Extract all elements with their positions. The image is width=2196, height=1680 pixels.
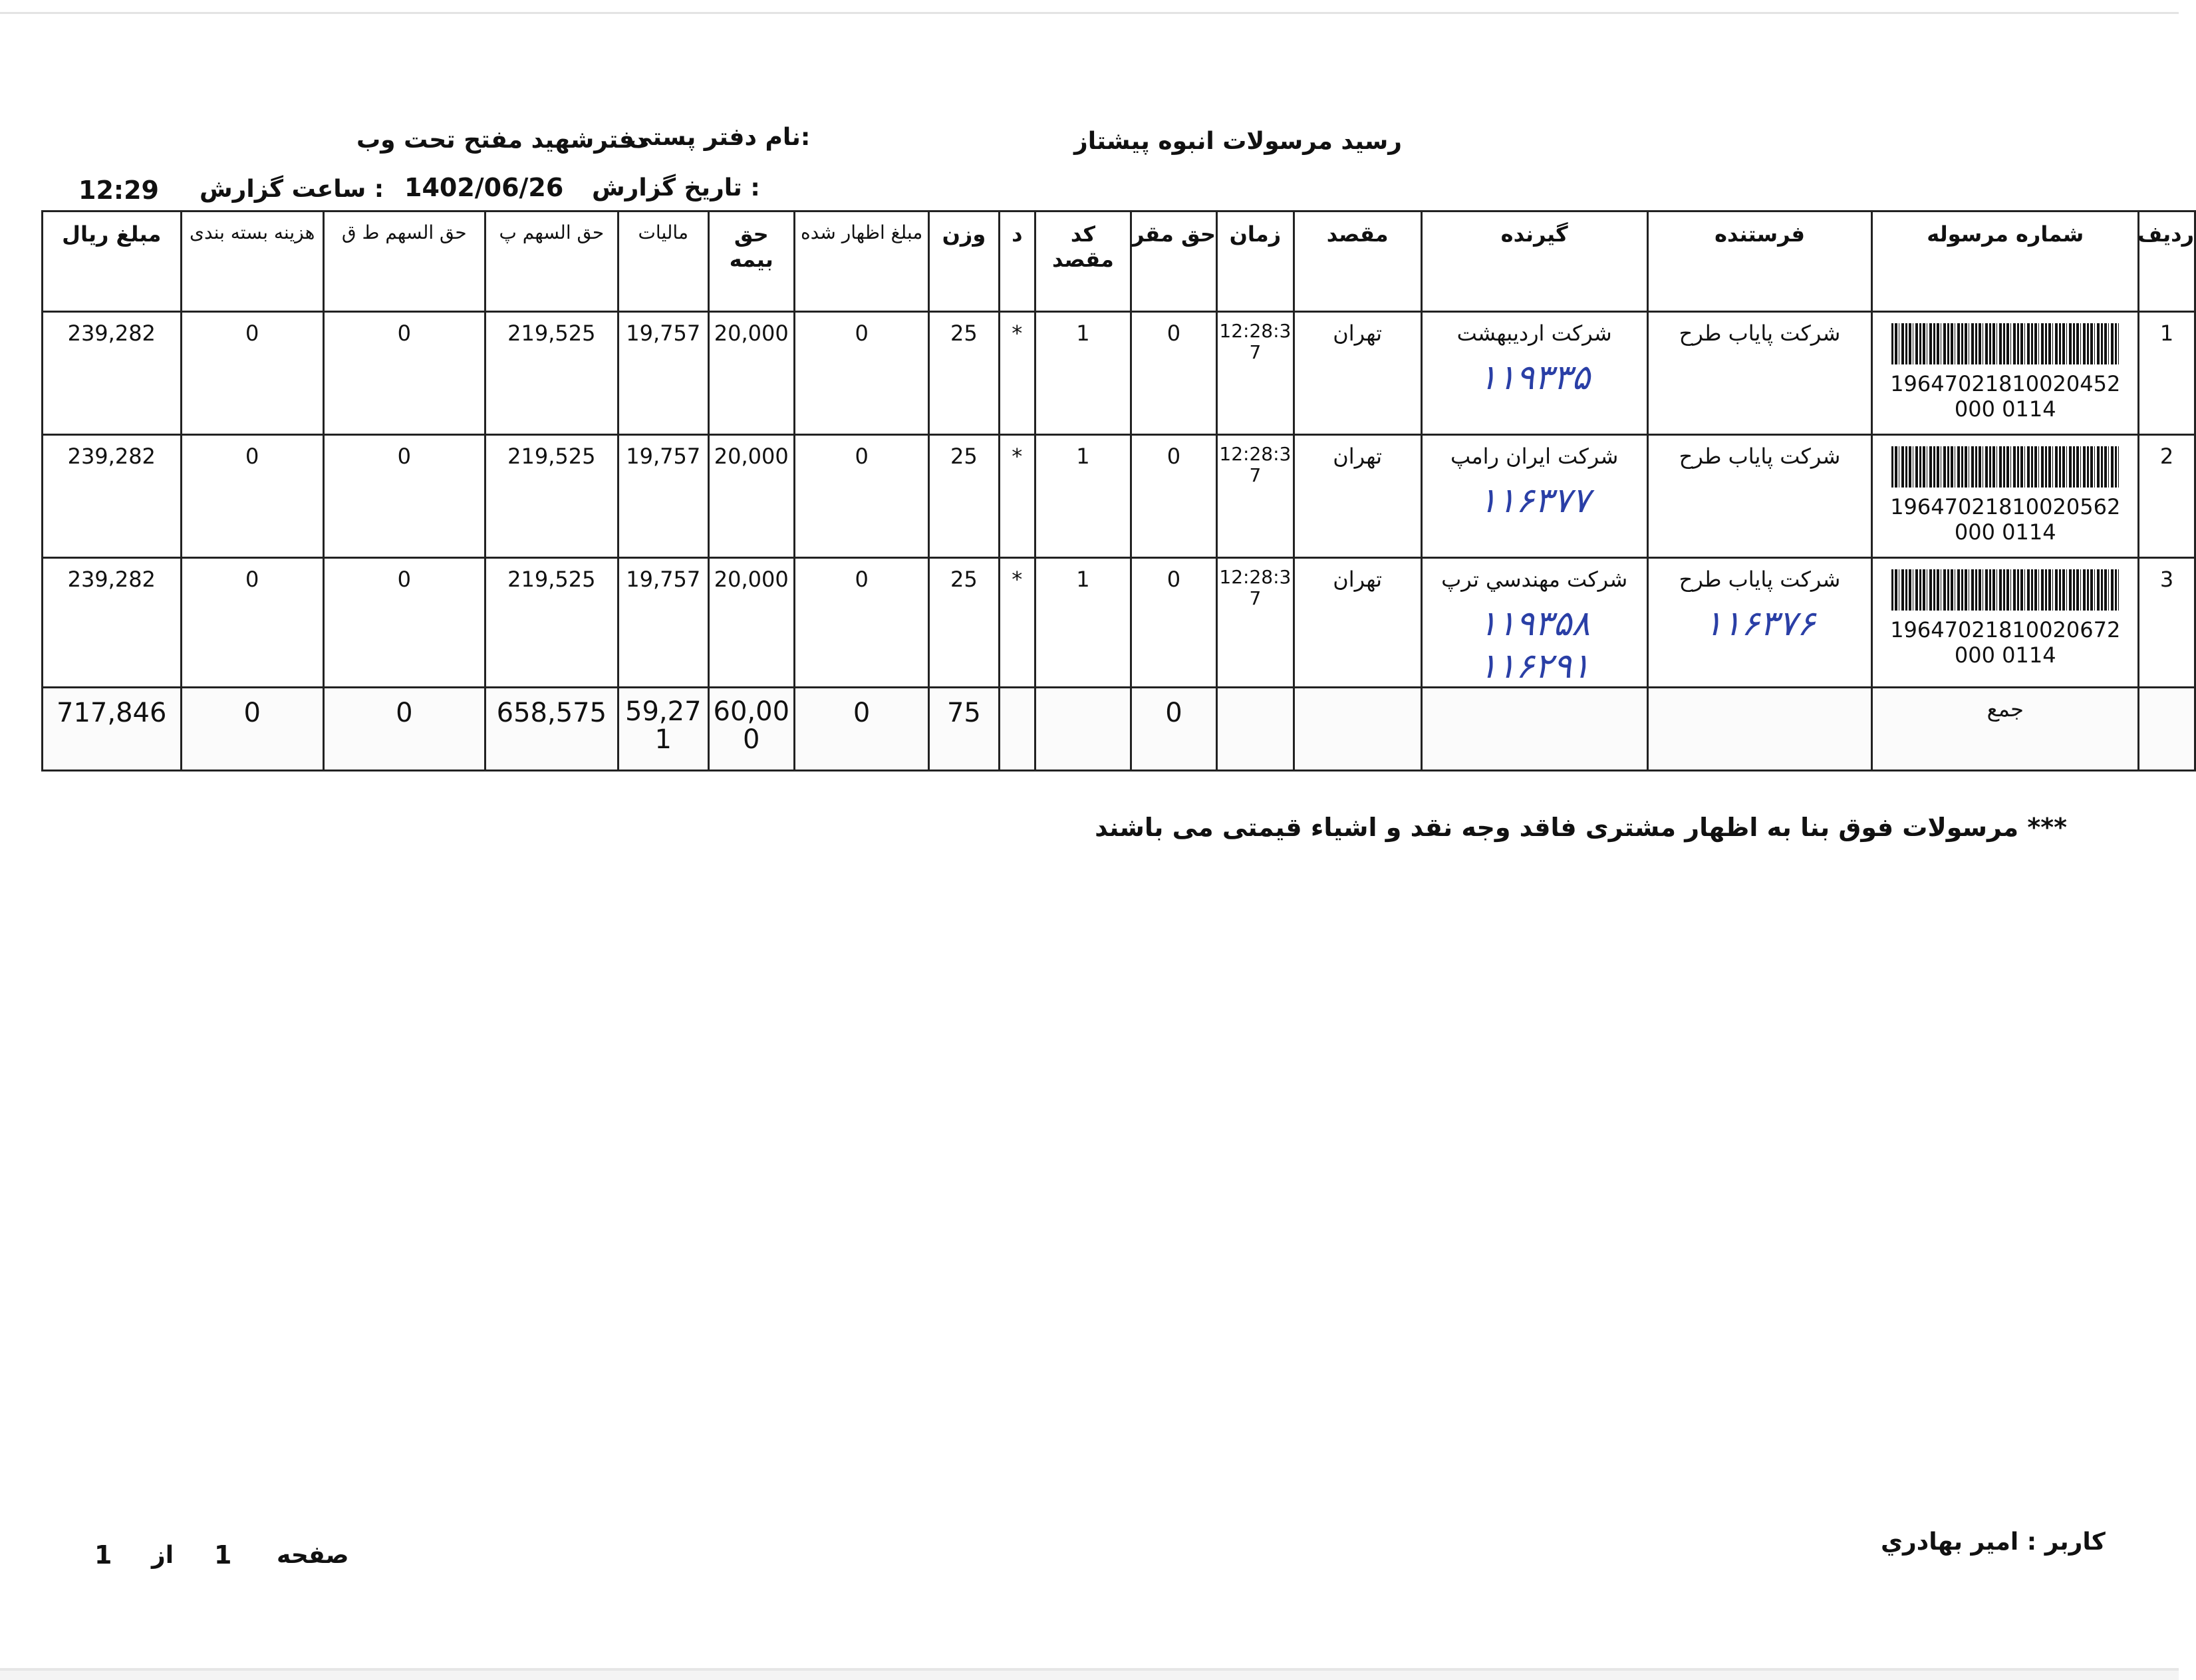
cell-sender [1647,558,1872,688]
cell-share-p: 219,525 [485,435,618,558]
report-title: رسید مرسولات انبوه پیشتاز [1074,128,1403,155]
cell-dest: تهران [1294,435,1421,558]
receiver-name: شرکت ایران رامپ [1450,444,1619,469]
cell-sender [1647,435,1872,558]
cell-tracking [1872,312,2139,435]
receiver-name: شرکت اردیبهشت [1456,321,1612,346]
tracking-number: 19647021810020562000 0114 [1890,494,2121,545]
cell-d: * [999,312,1035,435]
cell-time: 12:28:3 7 [1217,558,1294,688]
sender-name: شرکت پایاب طرح [1679,321,1841,346]
cell-weight: 25 [929,558,999,688]
cell-hagh-moghar: 0 [1131,558,1216,688]
cell-hagh-moghar: 0 [1131,312,1216,435]
col-sender: فرستنده [1647,211,1872,312]
cell-tax: 19,757 [618,312,708,435]
cell-sender [1647,312,1872,435]
cell-tax: 19,757 [618,435,708,558]
office-value: دفترشهید مفتح تحت وب [356,126,647,154]
col-d: د [999,211,1035,312]
cell-share-tq: 0 [323,312,485,435]
cell-dest: تهران [1294,558,1421,688]
page-current: 1 [214,1540,232,1570]
cell-tracking [1872,558,2139,688]
cell-dest-code: 1 [1035,435,1131,558]
page-label: صفحه [277,1542,349,1569]
cell-receiver [1421,558,1647,688]
receiver-handwritten: ۱۱۶۳۷۷ [1478,481,1590,521]
total-packing: 0 [181,688,323,771]
report-time-value: 12:29 [78,176,159,205]
cell-share-tq: 0 [323,435,485,558]
report-date-label: تاریخ گزارش : [592,174,760,202]
cell-dest-code: 1 [1035,312,1131,435]
cell-hagh-moghar: 0 [1131,435,1216,558]
sender-handwritten: ۱۱۶۳۷۶ [1704,604,1816,644]
receiver-handwritten: ۱۱۹۳۳۵ [1478,358,1590,398]
page-of-label: از [152,1542,174,1569]
col-dest: مقصد [1294,211,1421,312]
cell-declared: 0 [795,435,929,558]
barcode [1891,569,2119,611]
col-radif: ردیف [2139,211,2195,312]
col-weight: وزن [929,211,999,312]
sender-name: شرکت پایاب طرح [1679,567,1841,592]
cell-insurance: 20,000 [708,312,794,435]
user-label: کاربر : امیر بهادري [1881,1528,2106,1556]
col-hagh-moghar: حق مقر [1131,211,1216,312]
sender-name: شرکت پایاب طرح [1679,444,1841,469]
cell-share-tq: 0 [323,558,485,688]
col-amount: مبلغ ریال [43,211,182,312]
receiver-handwritten: ۱۱۹۳۵۸ [1478,604,1590,644]
cell-tax: 19,757 [618,558,708,688]
cell-d: * [999,435,1035,558]
col-receiver: گیرنده [1421,211,1647,312]
barcode [1891,323,2119,364]
cell-weight: 25 [929,435,999,558]
total-label: جمع [1872,688,2139,771]
cell-radif: 3 [2139,558,2195,688]
cell-packing: 0 [181,558,323,688]
tracking-number: 19647021810020452000 0114 [1890,371,2121,422]
cell-packing: 0 [181,435,323,558]
col-packing: هزینه بسته بندی [181,211,323,312]
barcode [1891,446,2119,488]
cell-receiver [1421,435,1647,558]
total-hagh-moghar: 0 [1131,688,1216,771]
total-tax: 59,27 1 [618,688,708,771]
col-declared: مبلغ اظهار شده [795,211,929,312]
page-total: 1 [94,1540,112,1570]
report-date-value: 1402/06/26 [404,173,564,202]
cell-amount: 239,282 [43,435,182,558]
col-share-p: حق السهم پ [485,211,618,312]
receiver-name: شرکت مهندسي ترپ [1441,567,1628,592]
table-row [43,435,2195,558]
total-insurance: 60,00 0 [708,688,794,771]
cell-packing: 0 [181,312,323,435]
cell-radif: 2 [2139,435,2195,558]
office-label: نام دفتر پستی: [628,124,811,151]
cell-amount: 239,282 [43,558,182,688]
col-dest-code: کد مقصد [1035,211,1131,312]
shipments-table [41,210,2196,771]
cell-amount: 239,282 [43,312,182,435]
cell-time: 12:28:3 7 [1217,435,1294,558]
cell-insurance: 20,000 [708,435,794,558]
tracking-number: 19647021810020672000 0114 [1890,617,2121,668]
receiver-handwritten-2: ۱۱۶۲۹۱ [1478,646,1590,686]
total-weight: 75 [929,688,999,771]
col-insurance: حق بیمه [708,211,794,312]
col-tax: مالیات [618,211,708,312]
table-header-row [43,211,2195,312]
total-amount: 717,846 [43,688,182,771]
table-row [43,558,2195,688]
disclaimer-note: *** مرسولات فوق بنا به اظهار مشتری فاقد وجه نقد و اشیاء قیمتی می باشند [1095,813,2067,842]
cell-weight: 25 [929,312,999,435]
cell-declared: 0 [795,312,929,435]
col-tracking: شماره مرسوله [1872,211,2139,312]
cell-receiver [1421,312,1647,435]
table-row [43,312,2195,435]
report-time-label: ساعت گزارش : [200,176,384,203]
col-share-tq: حق السهم ط ق [323,211,485,312]
total-share-tq: 0 [323,688,485,771]
cell-time: 12:28:3 7 [1217,312,1294,435]
cell-dest: تهران [1294,312,1421,435]
cell-share-p: 219,525 [485,558,618,688]
cell-share-p: 219,525 [485,312,618,435]
cell-dest-code: 1 [1035,558,1131,688]
cell-declared: 0 [795,558,929,688]
scan-edge-bottom-shade [0,1671,2179,1680]
cell-d: * [999,558,1035,688]
cell-insurance: 20,000 [708,558,794,688]
cell-tracking [1872,435,2139,558]
cell-radif: 1 [2139,312,2195,435]
scan-edge-top [0,12,2179,14]
total-declared: 0 [795,688,929,771]
total-share-p: 658,575 [485,688,618,771]
table-total-row [43,688,2195,771]
col-time: زمان [1217,211,1294,312]
